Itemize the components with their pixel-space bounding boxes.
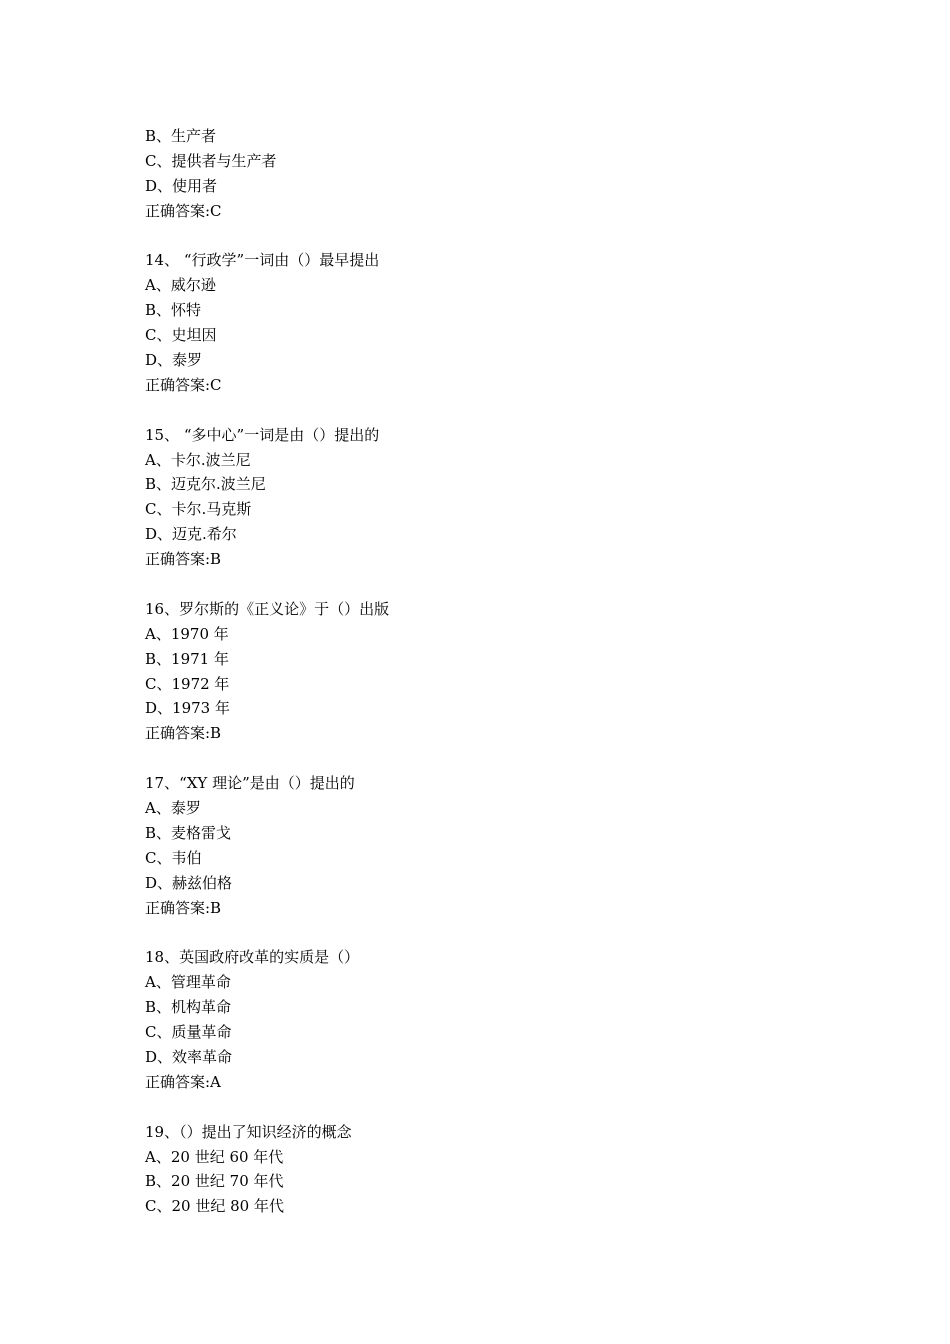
option-d: D、赫兹伯格	[145, 873, 233, 892]
option-a: A、1970 年	[145, 624, 229, 643]
option-c: C、质量革命	[145, 1023, 232, 1042]
document-page	[145, 124, 845, 1219]
question-15	[145, 423, 845, 572]
correct-answer: 正确答案:C	[145, 375, 222, 394]
spacer	[145, 572, 845, 597]
option-b: B、20 世纪 70 年代	[145, 1172, 284, 1191]
question-stem: 14、 “行政学”一词由（）最早提出	[145, 251, 380, 270]
spacer	[145, 1095, 845, 1120]
option-c: C、提供者与生产者	[145, 151, 277, 170]
option-a: A、卡尔.波兰尼	[145, 450, 251, 469]
option-a: A、管理革命	[145, 973, 231, 992]
spacer	[145, 921, 845, 946]
option-b: B、迈克尔.波兰尼	[145, 475, 266, 494]
carryover-question	[145, 124, 845, 224]
option-a: A、20 世纪 60 年代	[145, 1147, 284, 1166]
option-c: C、20 世纪 80 年代	[145, 1197, 284, 1216]
correct-answer: 正确答案:B	[145, 724, 222, 743]
spacer	[145, 398, 845, 423]
question-stem: 16、罗尔斯的《正义论》于（）出版	[145, 599, 390, 618]
question-stem: 18、英国政府改革的实质是（）	[145, 948, 360, 967]
correct-answer: 正确答案:B	[145, 550, 222, 569]
option-b: B、1971 年	[145, 649, 229, 668]
option-b: B、生产者	[145, 127, 217, 145]
option-c: C、韦伯	[145, 848, 202, 867]
question-16	[145, 597, 845, 746]
question-19	[145, 1120, 845, 1220]
spacer	[145, 224, 845, 249]
question-stem: 15、 “多中心”一词是由（）提出的	[145, 425, 380, 444]
option-a: A、威尔逊	[145, 276, 216, 295]
question-17	[145, 771, 845, 920]
question-stem: 19、（）提出了知识经济的概念	[145, 1122, 352, 1141]
spacer	[145, 746, 845, 771]
option-c: C、卡尔.马克斯	[145, 500, 252, 519]
option-c: C、1972 年	[145, 674, 230, 693]
correct-answer: 正确答案:A	[145, 1072, 221, 1091]
option-d: D、使用者	[145, 176, 218, 195]
option-b: B、怀特	[145, 301, 202, 320]
option-b: B、麦格雷戈	[145, 823, 232, 842]
option-b: B、机构革命	[145, 998, 232, 1017]
question-14	[145, 248, 845, 397]
option-d: D、1973 年	[145, 699, 230, 718]
question-stem: 17、“XY 理论”是由（）提出的	[145, 774, 355, 793]
correct-answer: 正确答案:C	[145, 201, 222, 220]
option-d: D、迈克.希尔	[145, 525, 237, 544]
option-d: D、泰罗	[145, 351, 203, 370]
correct-answer: 正确答案:B	[145, 898, 222, 917]
option-a: A、泰罗	[145, 799, 201, 818]
option-c: C、史坦因	[145, 326, 217, 345]
question-18	[145, 945, 845, 1094]
option-d: D、效率革命	[145, 1047, 233, 1066]
